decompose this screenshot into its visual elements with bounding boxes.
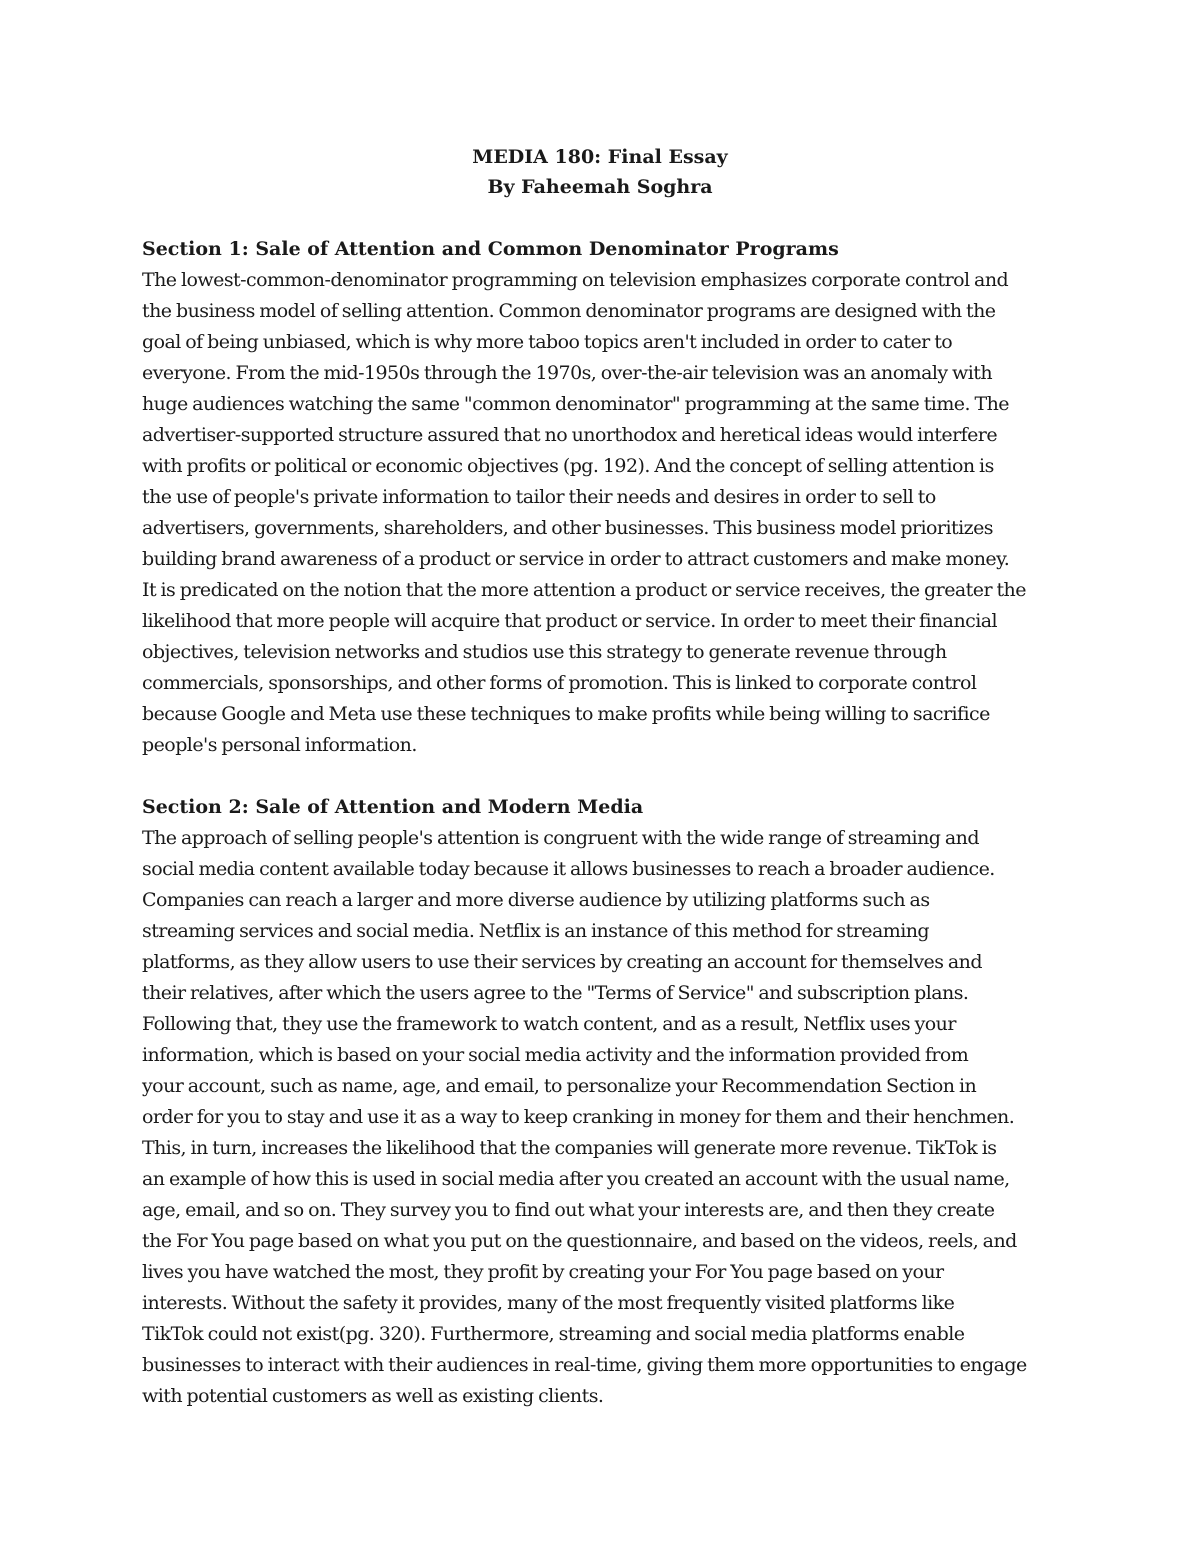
text-line: interests. Without the safety it provides, many of the most frequently visited platforms like — [142, 1292, 955, 1314]
section-heading: Section 2: Sale of Attention and Modern Media — [142, 796, 644, 818]
text-line: an example of how this is used in social media after you created an account with the usual name, — [142, 1168, 1010, 1190]
text-line: commercials, sponsorships, and other forms of promotion. This is linked to corporate control — [142, 672, 977, 694]
text-line: the use of people's private information to tailor their needs and desires in order to sell to — [142, 486, 936, 508]
text-line: with profits or political or economic objectives (pg. 192). And the concept of selling attention is — [142, 455, 994, 477]
text-line: advertiser-supported structure assured that no unorthodox and heretical ideas would interfere — [142, 424, 998, 446]
text-line: This, in turn, increases the likelihood that the companies will generate more revenue. TikTok is — [142, 1137, 997, 1159]
text-line: huge audiences watching the same "common denominator" programming at the same time. The — [142, 393, 1009, 415]
text-line: The lowest-common-denominator programming on television emphasizes corporate control and — [142, 269, 1009, 291]
text-line: Following that, they use the framework to watch content, and as a result, Netflix uses your — [142, 1013, 956, 1035]
section-body — [142, 265, 1072, 761]
text-line: building brand awareness of a product or service in order to attract customers and make money. — [142, 548, 1010, 570]
text-line: with potential customers as well as existing clients. — [142, 1385, 604, 1407]
section-2 — [142, 792, 1072, 1412]
document-title: MEDIA 180: Final Essay — [472, 146, 728, 168]
text-line: information, which is based on your social media activity and the information provided from — [142, 1044, 969, 1066]
text-line: likelihood that more people will acquire that product or service. In order to meet their financial — [142, 610, 998, 632]
text-line: TikTok could not exist(pg. 320). Furthermore, streaming and social media platforms enable — [142, 1323, 965, 1345]
text-line: platforms, as they allow users to use their services by creating an account for themselves and — [142, 951, 982, 973]
text-line: everyone. From the mid-1950s through the 1970s, over-the-air television was an anomaly with — [142, 362, 993, 384]
text-line: advertisers, governments, shareholders, and other businesses. This business model prioritizes — [142, 517, 993, 539]
text-line: their relatives, after which the users agree to the "Terms of Service" and subscription plans. — [142, 982, 969, 1004]
text-line: people's personal information. — [142, 734, 417, 756]
text-line: social media content available today because it allows businesses to reach a broader audience. — [142, 858, 995, 880]
text-line: The approach of selling people's attention is congruent with the wide range of streaming and — [142, 827, 979, 849]
text-line: the business model of selling attention. Common denominator programs are designed with the — [142, 300, 996, 322]
text-line: It is predicated on the notion that the more attention a product or service receives, the greater the — [142, 579, 1026, 601]
text-line: the For You page based on what you put on the questionnaire, and based on the videos, reels, and — [142, 1230, 1017, 1252]
section-body — [142, 823, 1072, 1412]
text-line: your account, such as name, age, and email, to personalize your Recommendation Section in — [142, 1075, 977, 1097]
section-heading: Section 1: Sale of Attention and Common Denominator Programs — [142, 238, 839, 260]
text-line: order for you to stay and use it as a way to keep cranking in money for them and their henchmen. — [142, 1106, 1015, 1128]
text-line: goal of being unbiased, which is why more taboo topics aren't included in order to cater to — [142, 331, 953, 353]
text-line: age, email, and so on. They survey you to find out what your interests are, and then they create — [142, 1199, 995, 1221]
document-header — [0, 142, 1200, 202]
text-line: lives you have watched the most, they profit by creating your For You page based on your — [142, 1261, 944, 1283]
text-line: Companies can reach a larger and more diverse audience by utilizing platforms such as — [142, 889, 930, 911]
document-author: By Faheemah Soghra — [487, 176, 713, 198]
text-line: streaming services and social media. Netflix is an instance of this method for streaming — [142, 920, 930, 942]
section-1 — [142, 234, 1072, 761]
text-line: because Google and Meta use these techniques to make profits while being willing to sacrifice — [142, 703, 990, 725]
text-line: objectives, television networks and studios use this strategy to generate revenue through — [142, 641, 947, 663]
text-line: businesses to interact with their audiences in real-time, giving them more opportunities to engage — [142, 1354, 1027, 1376]
